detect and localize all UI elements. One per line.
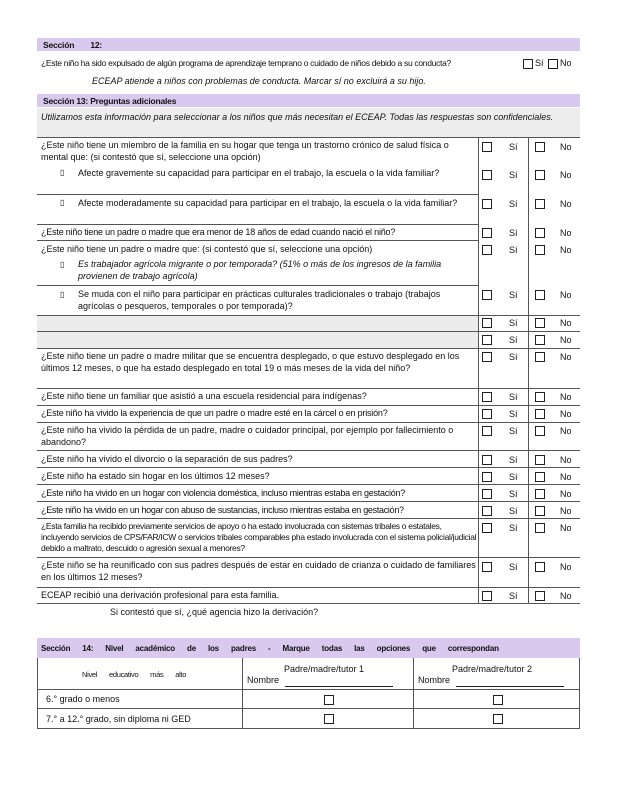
row7-yes-label: Sí [509,318,518,328]
row17-no-label: No [560,523,572,533]
row4-yes-label: Sí [509,245,518,255]
row-divider [37,467,580,468]
row15-no-checkbox[interactable] [535,489,545,499]
parent1-grade6-checkbox[interactable] [324,695,334,705]
question-reunification: ¿Este niño se ha reunificado con sus padres después de estar en cuidado de crianza o cuidado de familiares en los últimos 12 meses? [41,560,476,582]
section-13-title: Sección 13: Preguntas adicionales [43,96,177,106]
row-divider [37,422,580,423]
question-health-condition: ¿Este niño tiene un miembro de la familia en su hogar que tenga un trastorno crónico de salud física o mental que: (si contestó que sí, seleccione una opción) [41,140,449,162]
row1-no-checkbox[interactable] [535,170,545,180]
row0-no-checkbox[interactable] [535,142,545,152]
row-divider [37,405,580,406]
row13-yes-checkbox[interactable] [482,455,492,465]
row14-no-checkbox[interactable] [535,472,545,482]
row-divider [37,224,478,225]
row6-yes-checkbox[interactable] [482,290,492,300]
row10-yes-label: Sí [509,392,518,402]
row3-yes-label: Sí [509,228,518,238]
row13-yes-label: Sí [509,455,518,465]
row11-yes-checkbox[interactable] [482,409,492,419]
row12-no-label: No [560,426,572,436]
row12-yes-checkbox[interactable] [482,426,492,436]
row2-yes-label: Sí [509,199,518,209]
row7-yes-checkbox[interactable] [482,318,492,328]
table-border [37,658,38,728]
blank-row [37,332,478,348]
education-row-label: 7.° a 12.° grado, sin diploma ni GED [46,714,191,724]
question-incarcerated-parent: ¿Este niño ha vivido la experiencia de que un padre o madre esté en la cárcel o en prisión? [41,408,388,418]
row6-no-label: No [560,290,572,300]
question-substance-abuse: ¿Este niño ha vivido en un hogar con abuso de sustancias, incluso mientras estaba en gestación? [41,505,404,515]
parent1-grade12-checkbox[interactable] [324,714,334,724]
question-migrant-worker: Es trabajador agrícola migrante o por temporada? (51% o más de los ingresos de la familia provienen de trabajo agrícola) [78,259,442,281]
row0-yes-checkbox[interactable] [482,142,492,152]
question-severe-impact: Afecte gravemente su capacidad para participar en el trabajo, la escuela o la vida familiar? [78,168,440,178]
question-residential-school: ¿Este niño tiene un familiar que asistió a una escuela residencial para indígenas? [41,391,367,401]
row8-no-checkbox[interactable] [535,335,545,345]
row-divider [37,501,580,502]
row15-yes-checkbox[interactable] [482,489,492,499]
row3-no-checkbox[interactable] [535,228,545,238]
question-referral: ECEAP recibió una derivación profesional para esta familia. [41,590,279,600]
row15-yes-label: Sí [509,489,518,499]
row3-no-label: No [560,228,572,238]
blank-row [37,315,478,331]
row2-yes-checkbox[interactable] [482,199,492,209]
row7-no-checkbox[interactable] [535,318,545,328]
sec12-no-label: No [560,58,572,68]
row12-no-checkbox[interactable] [535,426,545,436]
row-divider [37,388,580,389]
row18-no-checkbox[interactable] [535,562,545,572]
row-divider [37,557,580,558]
question-loss-of-caregiver: ¿Este niño ha vivido la pérdida de un padre, madre o cuidador principal, por ejemplo por fallecimiento o abandono? [41,425,454,447]
row19-yes-label: Sí [509,591,518,601]
row13-no-checkbox[interactable] [535,455,545,465]
row-divider [37,194,478,195]
row8-no-label: No [560,335,572,345]
row9-yes-checkbox[interactable] [482,352,492,362]
row6-no-checkbox[interactable] [535,290,545,300]
row11-no-checkbox[interactable] [535,409,545,419]
section-14-header [37,638,580,658]
row-divider [37,708,580,709]
row19-no-label: No [560,591,572,601]
row4-yes-checkbox[interactable] [482,245,492,255]
row2-bullet: ▯ [60,198,65,207]
row-divider [37,518,580,519]
row9-no-checkbox[interactable] [535,352,545,362]
row10-no-checkbox[interactable] [535,392,545,402]
row1-no-label: No [560,170,572,180]
sec12-yes-label: Sí [535,58,544,68]
parent2-header: Padre/madre/tutor 2 [452,664,533,674]
row1-yes-checkbox[interactable] [482,170,492,180]
parent2-grade12-checkbox[interactable] [493,714,503,724]
row18-yes-label: Sí [509,562,518,572]
row14-no-label: No [560,472,572,482]
parent1-name-input[interactable] [285,686,393,687]
row19-yes-checkbox[interactable] [482,591,492,601]
row-divider [37,331,580,332]
question-cultural-practices: Se muda con el niño para participar en prácticas culturales tradicionales o trabajo (trabajos agrícolas o pesqueros, temporales o por temporada)? [78,289,441,311]
section-14-title: Sección 14: Nivel académico de los padres - Marque todas las opciones que correspondan [41,644,499,653]
table-border [579,658,580,728]
row1-bullet: ▯ [60,168,65,177]
section-13-intro: Utilizamos esta información para seleccionar a los niños que más necesitan el ECEAP. Todas las respuestas son confidenciales. [41,112,554,122]
question-moderate-impact: Afecte moderadamente su capacidad para participar en el trabajo, la escuela o la vida familiar? [78,198,458,208]
section-12-title: Sección 12: [43,40,103,50]
row14-yes-label: Sí [509,472,518,482]
row9-no-label: No [560,352,572,362]
row6-yes-label: Sí [509,290,518,300]
row13-no-label: No [560,455,572,465]
sec12-yes-checkbox[interactable] [523,59,533,69]
row10-yes-checkbox[interactable] [482,392,492,402]
row-divider [37,689,580,690]
question-previous-services: ¿Esta familia ha recibido previamente servicios de apoyo o ha estado involucrada con sistemas tribales o estatales, incluyendo servicios de CPS/FAR/ICW o servicios tribales comparables pha estado involucrada con el sistema policial/judicial debido a maltrato, descuido o agresión sexual a menores? [41,521,477,553]
row6-bullet: ▯ [60,290,65,299]
education-column-header: Nivel educativo más alto [82,670,187,679]
row16-no-label: No [560,506,572,516]
row14-yes-checkbox[interactable] [482,472,492,482]
row1-yes-label: Sí [509,170,518,180]
row-divider [37,240,478,241]
row9-yes-label: Sí [509,352,518,362]
table-border [37,728,580,729]
table-divider [242,658,243,728]
question-domestic-violence: ¿Este niño ha vivido en un hogar con violencia doméstica, incluso mientras estaba en gestación? [41,488,405,498]
row10-no-label: No [560,392,572,402]
row8-yes-label: Sí [509,335,518,345]
question-teen-parent: ¿Este niño tiene un padre o madre que era menor de 18 años de edad cuando nació el niño? [41,227,396,237]
row7-no-label: No [560,318,572,328]
row2-no-label: No [560,199,572,209]
row16-yes-label: Sí [509,506,518,516]
table-border [37,137,580,138]
table-divider [478,137,479,604]
table-divider [413,658,414,728]
row-divider [37,587,580,588]
parent1-header: Padre/madre/tutor 1 [284,664,365,674]
row5-bullet: ▯ [60,260,65,269]
row16-no-checkbox[interactable] [535,506,545,516]
row19-no-checkbox[interactable] [535,591,545,601]
parent2-nombre-label: Nombre [418,675,451,685]
table-divider [528,137,529,604]
row16-yes-checkbox[interactable] [482,506,492,516]
row17-yes-label: Sí [509,523,518,533]
question-parent-type: ¿Este niño tiene un padre o madre que: (si contestó que sí, seleccione una opción) [41,244,373,254]
row4-no-checkbox[interactable] [535,245,545,255]
row18-yes-checkbox[interactable] [482,562,492,572]
row4-no-label: No [560,245,572,255]
row-divider [37,484,580,485]
row12-yes-label: Sí [509,426,518,436]
parent2-grade6-checkbox[interactable] [493,695,503,705]
row17-yes-checkbox[interactable] [482,523,492,533]
row11-yes-label: Sí [509,409,518,419]
row-divider [37,450,580,451]
row0-no-label: No [560,142,572,152]
row15-no-label: No [560,489,572,499]
question-homeless: ¿Este niño ha estado sin hogar en los últimos 12 meses? [41,471,270,481]
education-row-label: 6.° grado o menos [46,694,120,704]
parent1-nombre-label: Nombre [247,675,280,685]
question-divorce: ¿Este niño ha vivido el divorcio o la separación de sus padres? [41,454,293,464]
row-divider [37,603,580,604]
referral-followup: Si contestó que sí, ¿qué agencia hizo la derivación? [110,607,319,617]
section-12-question: ¿Este niño ha sido expulsado de algún programa de aprendizaje temprano o cuidado de niños debido a su conducta? [41,58,451,68]
row0-yes-label: Sí [509,142,518,152]
row2-no-checkbox[interactable] [535,199,545,209]
section-12-header [37,38,580,51]
row-divider [37,285,478,286]
row8-yes-checkbox[interactable] [482,335,492,345]
question-military-parent: ¿Este niño tiene un padre o madre militar que se encuentra desplegado, o que estuvo desplegado en los últimos 12 meses, o que ha estado desplegado en total 19 o más meses de la vida del niño? [41,351,460,373]
row11-no-label: No [560,409,572,419]
section-13-header [37,94,580,107]
parent2-name-input[interactable] [456,686,564,687]
row-divider [37,315,580,316]
section-12-note: ECEAP atiende a niños con problemas de conducta. Marcar sí no excluirá a su hijo. [92,76,426,86]
row3-yes-checkbox[interactable] [482,228,492,238]
row-divider [37,348,580,349]
row17-no-checkbox[interactable] [535,523,545,533]
row18-no-label: No [560,562,572,572]
sec12-no-checkbox[interactable] [548,59,558,69]
